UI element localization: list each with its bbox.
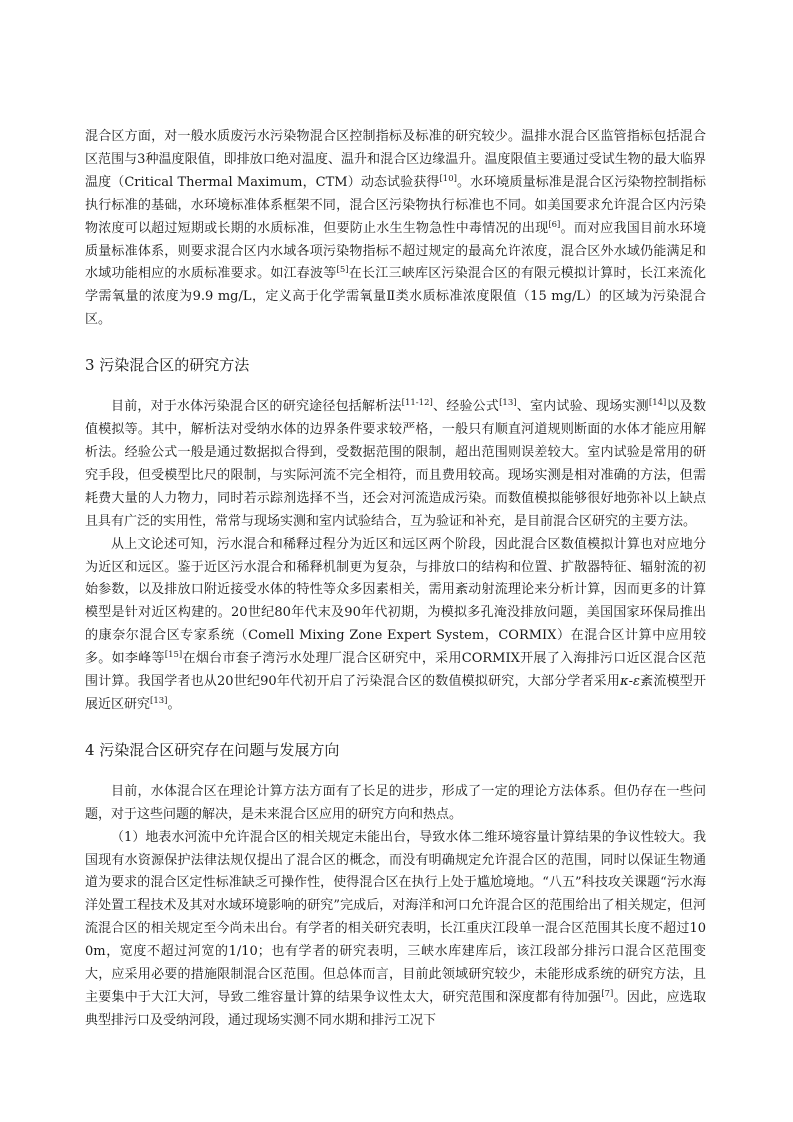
text-span: 。而对应我国目前水环境质量标准体系，则要求混合区内水域各项污染物指标不超过规定的最高允许浓度，混合区外水域仍能满足和水域功能相应的水质标准要求。如江春波等 bbox=[85, 220, 706, 282]
text-span: 、室内试验、现场实测 bbox=[516, 399, 649, 415]
spacer bbox=[85, 376, 706, 396]
text-span: 、经验公式 bbox=[432, 399, 500, 415]
body-text bbox=[85, 126, 706, 1033]
citation-ref: [13] bbox=[499, 398, 517, 409]
citation-ref: [15] bbox=[164, 650, 183, 661]
citation-ref: [13] bbox=[150, 695, 168, 706]
citation-ref: [10] bbox=[439, 173, 457, 184]
citation-ref: [6] bbox=[548, 219, 561, 230]
section-heading-3: 3 污染混合区的研究方法 bbox=[85, 356, 250, 375]
text-span: 目前，水体混合区在理论计算方法方面有了长足的进步，形成了一定的理论方法体系。但仍存在一些问题，对于这些问题的解决，是未来混合区应用的研究方向和热点。 bbox=[85, 783, 706, 822]
k-epsilon-symbol: κ-ε bbox=[620, 674, 640, 690]
citation-ref: [14] bbox=[648, 398, 667, 409]
text-span: 在长江三峡库区污染混合区的有限元模拟计算时，长江来流化学需氧量的浓度为9.9 mg/L，定义高于化学需氧量Ⅱ类水质标准浓度限值（15 mg/L）的区域为污染混合区。 bbox=[85, 266, 706, 328]
paragraph-numerical-modeling bbox=[85, 534, 706, 717]
citation-ref: [7] bbox=[601, 989, 614, 999]
paragraph-mixing-zone-standards bbox=[85, 126, 706, 332]
text-span: （1）地表水河流中允许混合区的相关规定未能出台，导致水体二维环境容量计算结果的争议性较大。我国现有水资源保护法律法规仅提出了混合区的概念，而没有明确规定允许混合区的范围，同时以保证生物通道为要求的混合区定性标准缺乏可操作性，使得混合区在执行上处于尴尬境地。“八五”科技攻关课题“污水海洋处置工程技术及其对水域环境影响的研究”完成后，对海洋和河口允许混合区的范围给出了相关规定，但河流混合区的相关规定至今尚未出台。有学者的相关研究表明，长江重庆江段单一混合区范围其长度不超过100m，宽度不超过河宽的1/10；也有学者的研究表明，三峡水库建库后，该江段部分排污口混合区范围变大，应采用必要的措施限制混合区范围。但总体而言，目前此领域研究较少，未能形成系统的研究方法，且主要集中于大江大河，导致二维容量计算的结果争议性太大，研究范围和深度都有待加强 bbox=[85, 829, 706, 1005]
paragraph-research-methods bbox=[85, 396, 706, 533]
paragraph-problems-intro bbox=[85, 781, 706, 827]
text-span: 从上文论述可知，污水混合和稀释过程分为近区和远区两个阶段，因此混合区数值模拟计算也对应地分为近区和远区。鉴于近区污水混合和稀释机制更为复杂，与排放口的结构和位置、扩散器特征、辐射流的初始参数，以及排放口附近接受水体的特性等众多因素相关，需用紊动射流理论来分析计算，因而更多的计算模型是针对近区构建的。20世纪80年代末及90年代初期，为模拟多孔淹没排放问题，美国国家环保局推出的康奈尔混合区专家系统（Comell Mixing Zone Expert System，CORMIX）在混合区计算中应用较多。如李峰等 bbox=[85, 536, 706, 667]
text-span: 紊流模型开展近区研究 bbox=[85, 674, 706, 712]
text-span: 以及数值模拟等。其中，解析法对受纳水体的边界条件要求较严格，一般只有顺直河道规则断面的水体才能应用解析法。经验公式一般是通过数据拟合得到，受数据范围的限制，超出范围则误差较大。室内试验是常用的研究手段，但受模型比尺的限制，与实际河流不完全相符，而且费用较高。现场实测是相对准确的方法，但需耗费大量的人力物力，同时若示踪剂选择不当，还会对河流造成污染。而数值模拟能够很好地弥补以上缺点且具有广泛的实用性，常常与现场实测和室内试验结合，互为验证和补充，是目前混合区研究的主要方法。 bbox=[85, 399, 706, 529]
section-heading-4: 4 污染混合区研究存在问题与发展方向 bbox=[85, 740, 340, 759]
text-span: 在烟台市套子湾污水处理厂混合区研究中，采用CORMIX开展了入海排污口近区混合区范围计算。我国学者也从20世纪90年代初开启了污染混合区的数值模拟研究，大部分学者采用 bbox=[85, 651, 706, 690]
spacer bbox=[85, 332, 706, 354]
text-span: 。水环境质量标准是混合区污染物控制指标执行标准的基础，水环境标准体系框架不同，混合区污染物执行标准也不同。如美国要求允许混合区内污染物浓度可以超过短期或长期的水质标准，但要防止水生生物急性中毒情况的出现 bbox=[85, 174, 706, 236]
citation-ref: [5] bbox=[336, 265, 349, 276]
spacer bbox=[85, 717, 706, 739]
text-span: 混合区方面，对一般水质废污水污染物混合区控制指标及标准的研究较少。温排水混合区监管指标包括混合区范围与3种温度限值，即排放口绝对温度、温升和混合区边缘温升。温度限值主要通过受试生物的最大临界温度（Critical Thermal Maximum，CTM）动态试验获得 bbox=[85, 129, 706, 190]
text-span: 。 bbox=[167, 696, 181, 712]
text-span: 目前，对于水体污染混合区的研究途径包括解析法 bbox=[111, 399, 402, 415]
citation-ref: [11-12] bbox=[401, 398, 433, 409]
text-span: 。因此，应选取典型排污口及受纳河段，通过现场实测不同水期和排污工况下 bbox=[85, 990, 706, 1028]
paragraph-problem-1 bbox=[85, 827, 706, 1033]
spacer bbox=[85, 761, 706, 781]
